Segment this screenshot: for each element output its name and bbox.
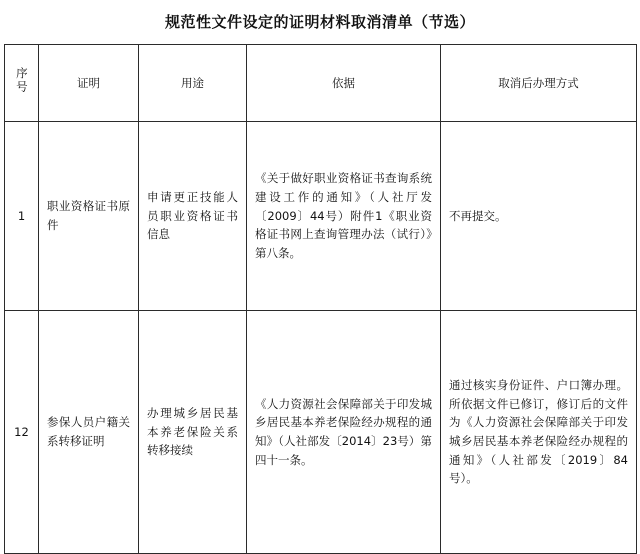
column-header-seq <box>5 45 39 122</box>
row-after: 不再提交。 <box>441 122 637 311</box>
cancellation-list-table <box>4 44 637 554</box>
row-cert: 参保人员户籍关系转移证明 <box>39 311 139 554</box>
column-header-cert: 证明 <box>39 45 139 122</box>
row-use: 申请更正技能人员职业资格证书信息 <box>139 122 247 311</box>
column-header-use: 用途 <box>139 45 247 122</box>
row-seq: 12 <box>5 311 39 554</box>
row-basis: 《人力资源社会保障部关于印发城乡居民基本养老保险经办规程的通知》（人社部发〔2014〕23号）第四十一条。 <box>247 311 441 554</box>
column-header-basis: 依据 <box>247 45 441 122</box>
row-after: 通过核实身份证件、户口簿办理。所依据文件已修订，修订后的文件为《人力资源社会保障部关于印发城乡居民基本养老保险经办规程的通知》（人社部发〔2019〕84号）。 <box>441 311 637 554</box>
table-header <box>5 45 637 122</box>
column-header-seq-label: 序号 <box>14 66 29 94</box>
table-row <box>5 311 637 554</box>
row-use: 办理城乡居民基本养老保险关系转移接续 <box>139 311 247 554</box>
row-seq: 1 <box>5 122 39 311</box>
table-body <box>5 122 637 554</box>
table-header-row <box>5 45 637 122</box>
page-title: 规范性文件设定的证明材料取消清单（节选） <box>164 13 475 31</box>
column-header-after: 取消后办理方式 <box>441 45 637 122</box>
table-row <box>5 122 637 311</box>
row-cert: 职业资格证书原件 <box>39 122 139 311</box>
row-basis: 《关于做好职业资格证书查询系统建设工作的通知》（人社厅发〔2009〕44号）附件1《职业资格证书网上查询管理办法（试行）》第八条。 <box>247 122 441 311</box>
